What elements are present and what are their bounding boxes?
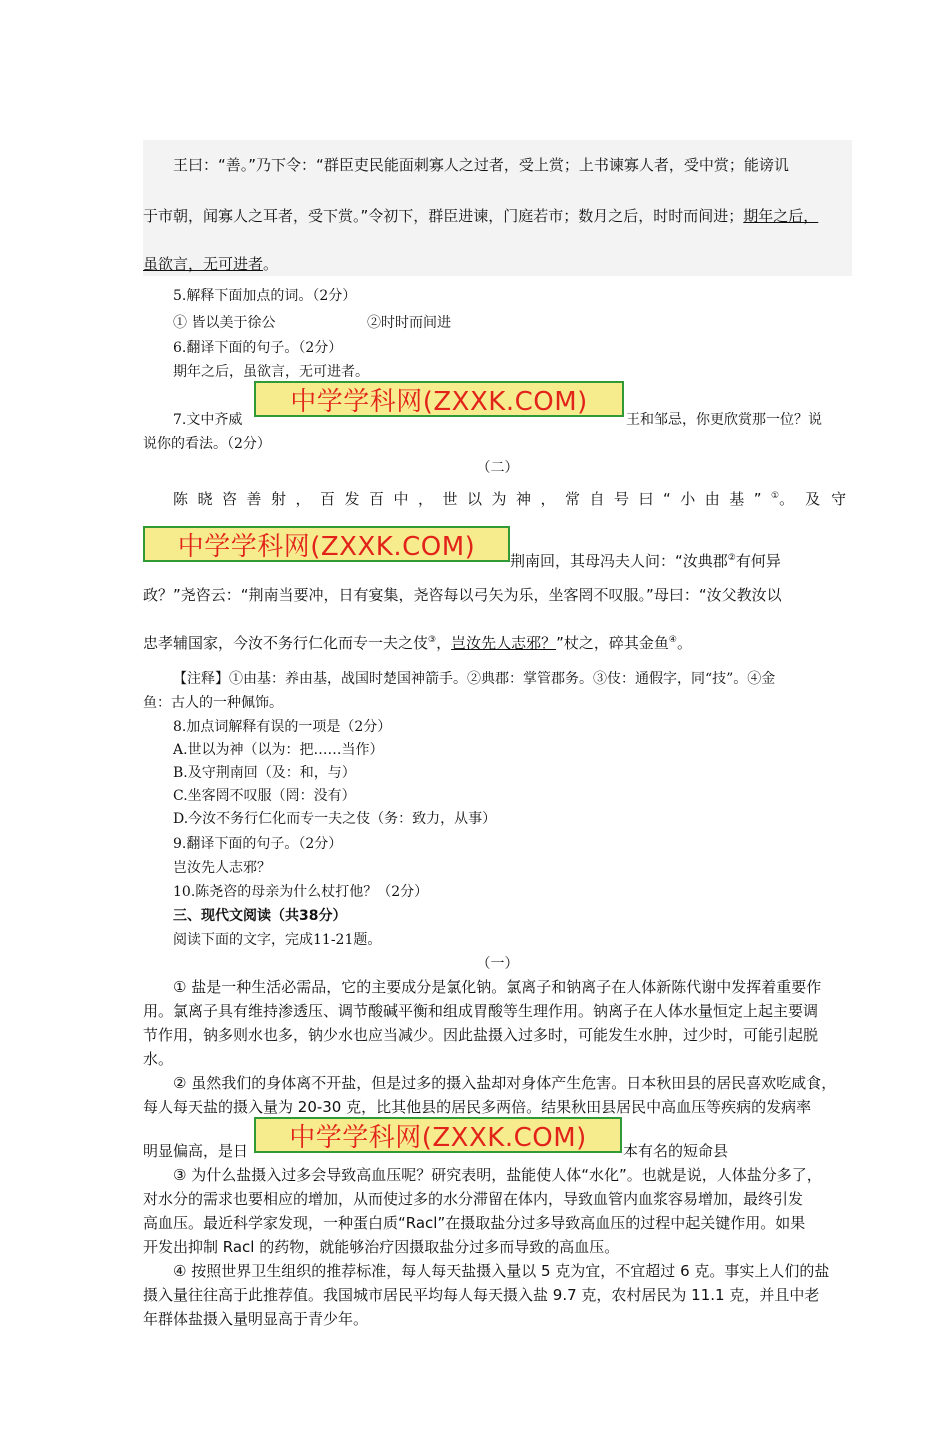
- article-p3-line-1: ③ 为什么盐摄入过多会导致高血压呢？研究表明，盐能使人体“水化”。也就是说，人体盐分多了，: [173, 1166, 822, 1184]
- article-p2-line-2: 每人每天盐的摄入量为 20-30 克，比其他县的居民多两倍。结果秋田县居民中高血压等疾病的发病率: [143, 1098, 812, 1116]
- q8-option-d: D.今汝不务行仁化而专一夫之伎（务：致力，从事）: [173, 811, 497, 827]
- article-p4-line-3: 年群体盐摄入量明显高于青少年。: [143, 1310, 369, 1328]
- section-2-line-1: [173, 488, 858, 509]
- watermark-logo: 中学学科网(ZXXK.COM): [143, 526, 510, 562]
- footnote-3: ③: [428, 635, 437, 645]
- watermark-logo: 中学学科网(ZXXK.COM): [254, 1117, 622, 1153]
- article-p1-line-1: ① 盐是一种生活必需品，它的主要成分是氯化钠。氯离子和钠离子在人体新陈代谢中发挥着重要作: [173, 978, 822, 996]
- section-3-instruction: 阅读下面的文字，完成11-21题。: [173, 932, 382, 948]
- q8-option-c: C.坐客罔不叹服（罔：没有）: [173, 788, 356, 804]
- passage-line-1: 王曰：“善。”乃下令：“群臣吏民能面刺寡人之过者，受上赏；上书谏寡人者，受中赏；能谤讥: [173, 156, 789, 174]
- article-p4-line-2: 摄入量往往高于此推荐值。我国城市居民平均每人每天摄入盐 9.7 克，农村居民为 11.1 克，并且中老: [143, 1286, 820, 1304]
- section-2-line-2: [510, 550, 781, 571]
- q5-option-1: ① 皆以美于徐公: [173, 315, 276, 331]
- section-2-line-4-b: ”杖之，碎其金鱼: [556, 634, 669, 652]
- question-9: 9.翻译下面的句子。（2分）: [173, 836, 343, 852]
- article-p1-line-4: 水。: [143, 1050, 174, 1068]
- section-2-line-2-a: 荆南回，其母冯夫人问：“汝典郡: [510, 552, 728, 570]
- q9-sentence: 岂汝先人志邪？: [173, 860, 271, 876]
- q5-option-2: ②时时而间进: [367, 315, 451, 331]
- watermark-logo: 中学学科网(ZXXK.COM): [254, 381, 624, 417]
- question-7-part-1: 7.文中齐威: [173, 412, 243, 428]
- passage-line-3: [143, 253, 278, 274]
- question-7-part-2: 王和邹忌，你更欣赏那一位？说: [626, 412, 822, 428]
- underlined-phrase: 期年之后，: [743, 207, 819, 225]
- article-p2-line-1: ② 虽然我们的身体离不开盐，但是过多的摄入盐却对身体产生危害。日本秋田县的居民喜欢吃咸食，: [173, 1074, 837, 1092]
- article-p3-line-3: 高血压。最近科学家发现，一种蛋白质“Racl”在摄取盐分过多导致高血压的过程中起关键作用。如果: [143, 1214, 806, 1232]
- footnote-1: ①: [771, 491, 780, 501]
- article-p1-line-3: 节作用，钠多则水也多，钠少水也应当减少。因此盐摄入过多时，可能发生水肿，过少时，可能引起脱: [143, 1026, 819, 1044]
- article-p3-line-4: 开发出抑制 Racl 的药物，就能够治疗因摄取盐分过多而导致的高血压。: [143, 1238, 620, 1256]
- annotation-line-1: 【注释】①由基：养由基，战国时楚国神箭手。②典郡：掌管郡务。③伎：通假字，同“技”。④金: [173, 671, 776, 687]
- article-p3-line-2: 对水分的需求也要相应的增加，从而使过多的水分滞留在体内，导致血管内血浆容易增加，最终引发: [143, 1190, 804, 1208]
- article-p4-line-1: ④ 按照世界卫生组织的推荐标准，每人每天盐摄入量以 5 克为宜，不宜超过 6 克。事实上人们的盐: [173, 1262, 830, 1280]
- section-2-line-3: 政？”尧咨云：“荆南当要冲，日有宴集，尧咨每以弓矢为乐，坐客罔不叹服。”母曰：“汝父教汝以: [143, 586, 782, 604]
- punctuation: 。: [263, 255, 279, 273]
- section-2-line-4: [143, 632, 692, 653]
- annotation-line-2: 鱼：古人的一种佩饰。: [143, 695, 283, 711]
- section-2-line-1-end: 。及守: [779, 490, 858, 508]
- question-6: 6.翻译下面的句子。（2分）: [173, 340, 343, 356]
- underlined-phrase: 虽欲言，无可进者: [143, 255, 264, 273]
- article-p1-line-2: 用。氯离子具有维持渗透压、调节酸碱平衡和组成胃酸等生理作用。钠离子在人体水量恒定上起主要调: [143, 1002, 819, 1020]
- question-10: 10.陈尧咨的母亲为什么杖打他？（2分）: [173, 884, 429, 900]
- section-2-line-1-text: 陈晓咨善射，百发百中，世以为神，常自号曰“小由基”: [173, 490, 772, 508]
- punctuation: 。: [676, 634, 692, 652]
- q8-option-b: B.及守荆南回（及：和，与）: [173, 765, 356, 781]
- subsection-1-heading: （一）: [476, 956, 519, 972]
- footnote-2: ②: [727, 553, 736, 563]
- footnote-4: ④: [668, 635, 677, 645]
- section-3-heading: 三、现代文阅读（共38分）: [173, 908, 347, 924]
- question-7-line-2: 说你的看法。（2分）: [143, 436, 271, 452]
- question-8: 8.加点词解释有误的一项是（2分）: [173, 719, 392, 735]
- punctuation: ，: [436, 634, 452, 652]
- passage-line-2: [143, 205, 818, 226]
- article-p2-line-3-a: 明显偏高，是日: [143, 1142, 249, 1160]
- section-2-line-2-b: 有何异: [735, 552, 781, 570]
- q6-sentence: 期年之后，虽欲言，无可进者。: [173, 364, 369, 380]
- q8-option-a: A.世以为神（以为：把……当作）: [173, 742, 384, 758]
- underlined-phrase: 岂汝先人志邪？: [451, 634, 557, 652]
- question-5: 5.解释下面加点的词。（2分）: [173, 288, 357, 304]
- section-2-line-4-a: 忠孝辅国家，今汝不务行仁化而专一夫之伎: [143, 634, 429, 652]
- article-p2-line-3-b: 本有名的短命县: [623, 1142, 729, 1160]
- section-2-heading: （二）: [476, 460, 519, 476]
- passage-line-2-text: 于市朝，闻寡人之耳者，受下赏。”令初下，群臣进谏，门庭若市；数月之后，时时而间进；: [143, 207, 744, 225]
